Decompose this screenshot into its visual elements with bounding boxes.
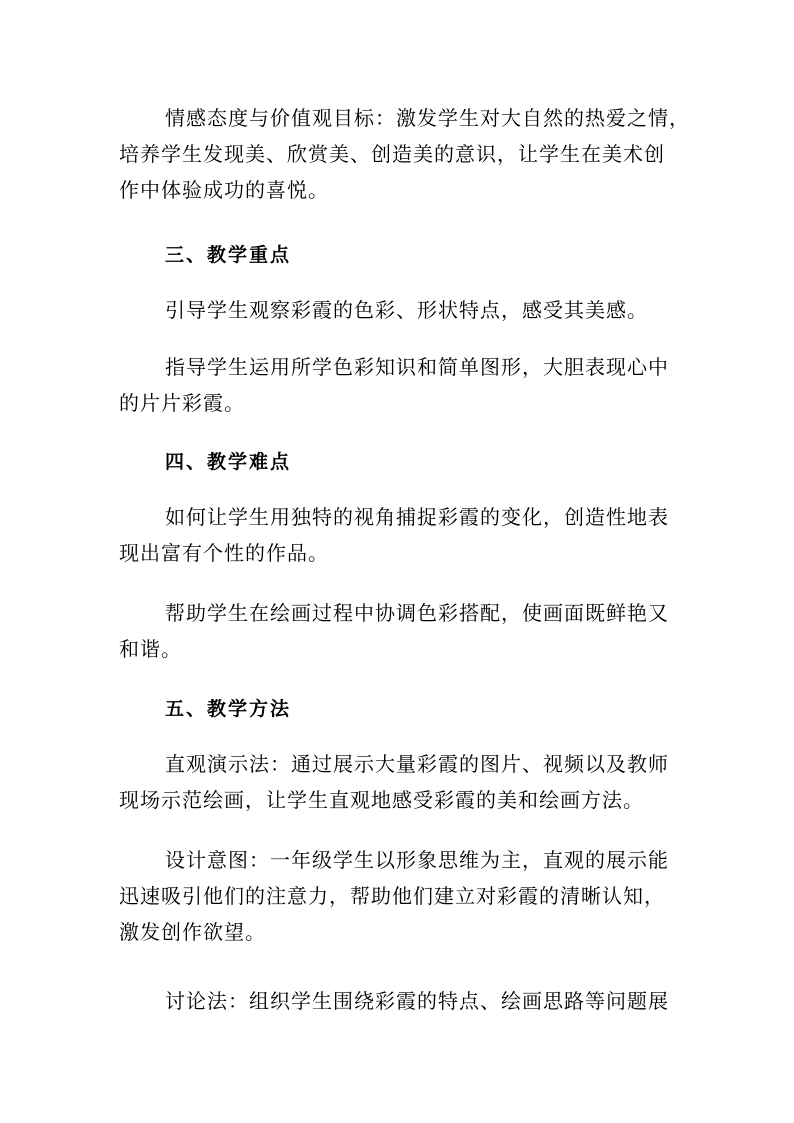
text-line: 直观演示法：通过展示大量彩霞的图片、视频以及教师 — [165, 752, 669, 776]
text-line: 如何让学生用独特的视角捕捉彩霞的变化，创造性地表 — [165, 505, 669, 529]
section-heading-teaching-method: 五、教学方法 — [165, 698, 292, 720]
text-line: 现场示范绘画，让学生直观地感受彩霞的美和绘画方法。 — [119, 788, 644, 812]
paragraph-design-intent — [119, 842, 719, 950]
paragraph-method-discussion — [119, 983, 719, 1019]
text-line: 培养学生发现美、欣赏美、创造美的意识，让学生在美术创 — [119, 142, 665, 166]
paragraph-difficulty-2 — [119, 595, 719, 667]
paragraph-difficulty-1 — [119, 499, 719, 571]
section-heading-teaching-difficulty: 四、教学难点 — [165, 451, 292, 473]
text-line: 现出富有个性的作品。 — [119, 541, 329, 565]
text-line: 讨论法：组织学生围绕彩霞的特点、绘画思路等问题展 — [165, 989, 669, 1013]
text-line: 情感态度与价值观目标：激发学生对大自然的热爱之情， — [165, 106, 690, 130]
section-heading-teaching-focus: 三、教学重点 — [165, 244, 292, 266]
text-line: 作中体验成功的喜悦。 — [119, 178, 329, 202]
text-line: 激发创作欲望。 — [119, 920, 266, 944]
text-line: 的片片彩霞。 — [119, 391, 245, 415]
text-line: 设计意图：一年级学生以形象思维为主，直观的展示能 — [165, 848, 669, 872]
paragraph-emotion-goal — [119, 100, 719, 208]
paragraph-focus-1 — [119, 292, 719, 328]
text-line: 和谐。 — [119, 637, 182, 661]
text-line: 帮助学生在绘画过程中协调色彩搭配，使画面既鲜艳又 — [165, 601, 669, 625]
paragraph-focus-2 — [119, 349, 719, 421]
text-line: 指导学生运用所学色彩知识和简单图形，大胆表现心中 — [165, 355, 669, 379]
paragraph-method-demo — [119, 746, 719, 818]
text-line: 迅速吸引他们的注意力，帮助他们建立对彩霞的清晰认知， — [119, 884, 665, 908]
text-line: 引导学生观察彩霞的色彩、形状特点，感受其美感。 — [165, 298, 648, 322]
